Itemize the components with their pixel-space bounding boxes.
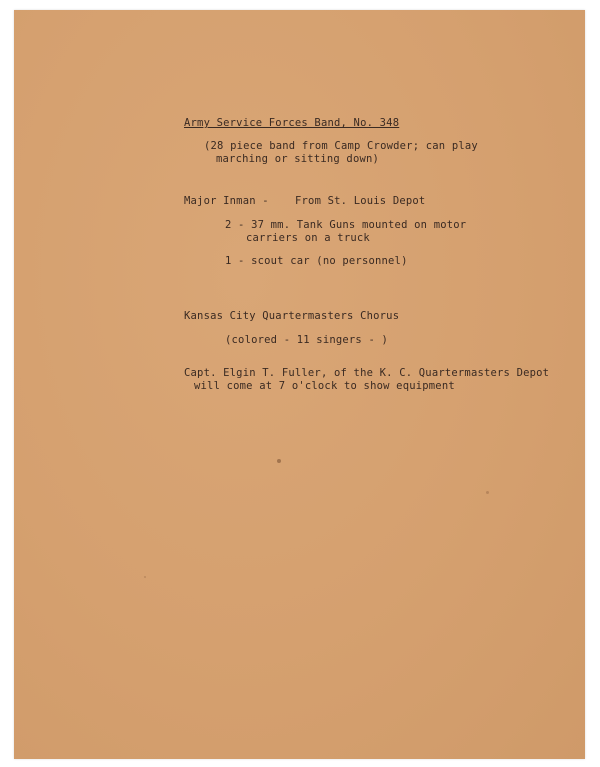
band-note-line1: (28 piece band from Camp Crowder; can play bbox=[204, 140, 478, 152]
band-note-line2: marching or sitting down) bbox=[216, 153, 380, 165]
document-page bbox=[14, 10, 585, 759]
chorus-detail: (colored - 11 singers - ) bbox=[225, 334, 389, 346]
inman-item2: 1 - scout car (no personnel) bbox=[225, 255, 408, 267]
inman-item1-line1: 2 - 37 mm. Tank Guns mounted on motor bbox=[225, 219, 467, 231]
inman-item1-line2: carriers on a truck bbox=[246, 232, 370, 244]
fuller-line1: Capt. Elgin T. Fuller, of the K. C. Quartermasters Depot bbox=[184, 367, 550, 379]
inman-name: Major Inman - bbox=[184, 195, 269, 207]
paper-speck bbox=[486, 491, 489, 494]
paper-speck bbox=[277, 459, 281, 463]
paper-speck bbox=[144, 576, 146, 578]
chorus-title: Kansas City Quartermasters Chorus bbox=[184, 310, 400, 322]
inman-source: From St. Louis Depot bbox=[295, 195, 426, 207]
band-heading: Army Service Forces Band, No. 348 bbox=[184, 117, 400, 129]
fuller-line2: will come at 7 o'clock to show equipment bbox=[194, 380, 455, 392]
